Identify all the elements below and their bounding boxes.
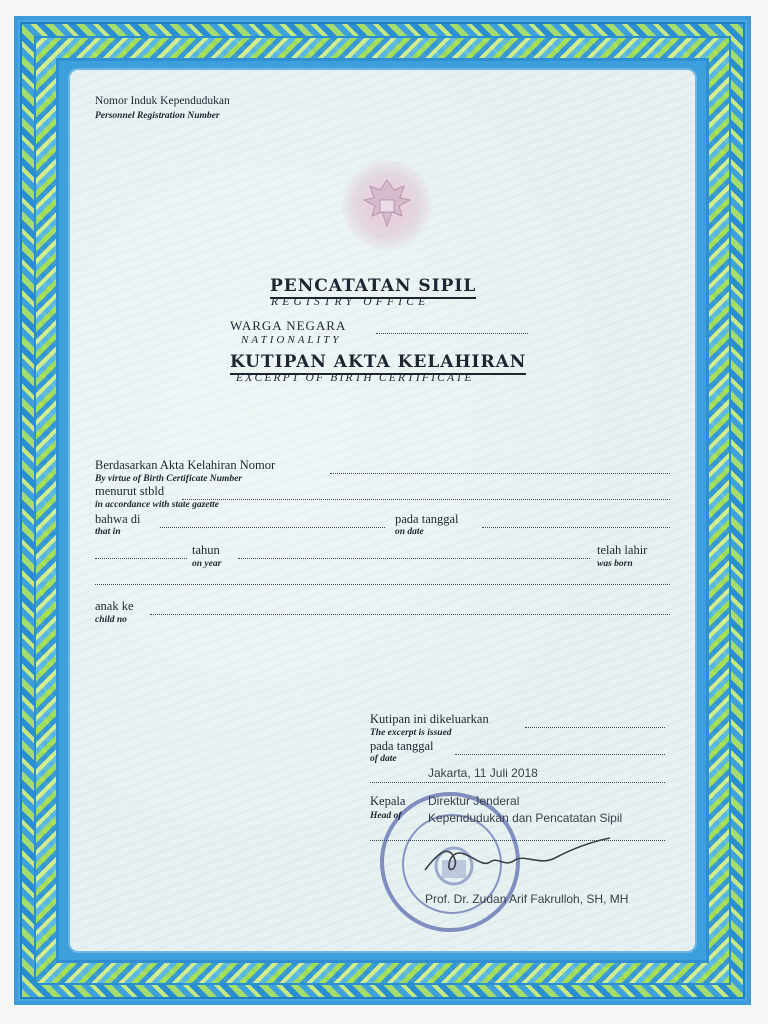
signature-icon [420, 830, 620, 890]
document-title-en: EXCERPT OF BIRTH CERTIFICATE [236, 372, 474, 384]
year-label-en: on year [192, 559, 222, 569]
cert-number-label: Berdasarkan Akta Kelahiran Nomor [95, 458, 276, 472]
date-label: pada tanggal [395, 512, 459, 526]
child-label-en: child no [95, 615, 127, 625]
born-label-en: was born [597, 559, 633, 569]
child-line [150, 614, 670, 615]
stbld-label: menurut stbld [95, 484, 165, 498]
issue-date-label-en: of date [370, 754, 397, 764]
head-label-en: Head of [370, 811, 402, 821]
stbld-line [182, 499, 670, 500]
date-line [482, 527, 670, 528]
city-date: Jakarta, 11 Juli 2018 [428, 766, 538, 780]
cert-number-label-en: By virtue of Birth Certificate Number [95, 474, 242, 484]
nationality-label-en: NATIONALITY [241, 334, 342, 346]
issue-date-label: pada tanggal [370, 739, 434, 753]
garuda-emblem-icon [342, 160, 432, 250]
born-label: telah lahir [597, 543, 648, 557]
position-line-1: Direktur Jenderal [428, 794, 520, 808]
position-line-2: Kependudukan dan Pencatatan Sipil [428, 811, 623, 825]
nik-label-en: Personnel Registration Number [95, 111, 220, 121]
nationality-dotted-line [376, 333, 528, 334]
date-label-en: on date [395, 527, 424, 537]
child-label: anak ke [95, 599, 134, 613]
nik-label: Nomor Induk Kependudukan [95, 95, 230, 107]
place-label-en: that in [95, 527, 121, 537]
document-title: KUTIPAN AKTA KELAHIRAN [230, 352, 526, 375]
place-label: bahwa di [95, 512, 141, 526]
city-date-line [370, 782, 665, 783]
stbld-label-en: in accordance with state gazette [95, 500, 220, 510]
issue-date-line [455, 754, 665, 755]
office-title-en: REGISTRY OFFICE [271, 296, 430, 308]
blank-line [95, 584, 670, 585]
year-prefix-line [95, 558, 187, 559]
issued-label: Kutipan ini dikeluarkan [370, 712, 489, 726]
head-label: Kepala [370, 794, 406, 808]
office-title: PENCATATAN SIPIL [270, 276, 476, 299]
nationality-label: WARGA NEGARA [230, 318, 347, 333]
year-label: tahun [192, 543, 220, 557]
place-line [160, 527, 385, 528]
issued-label-en: The excerpt is issued [370, 728, 452, 738]
official-name: Prof. Dr. Zudan Arif Fakrulloh, SH, MH [425, 892, 629, 906]
cert-number-line [330, 473, 670, 474]
year-line [238, 558, 590, 559]
issued-line [525, 727, 665, 728]
